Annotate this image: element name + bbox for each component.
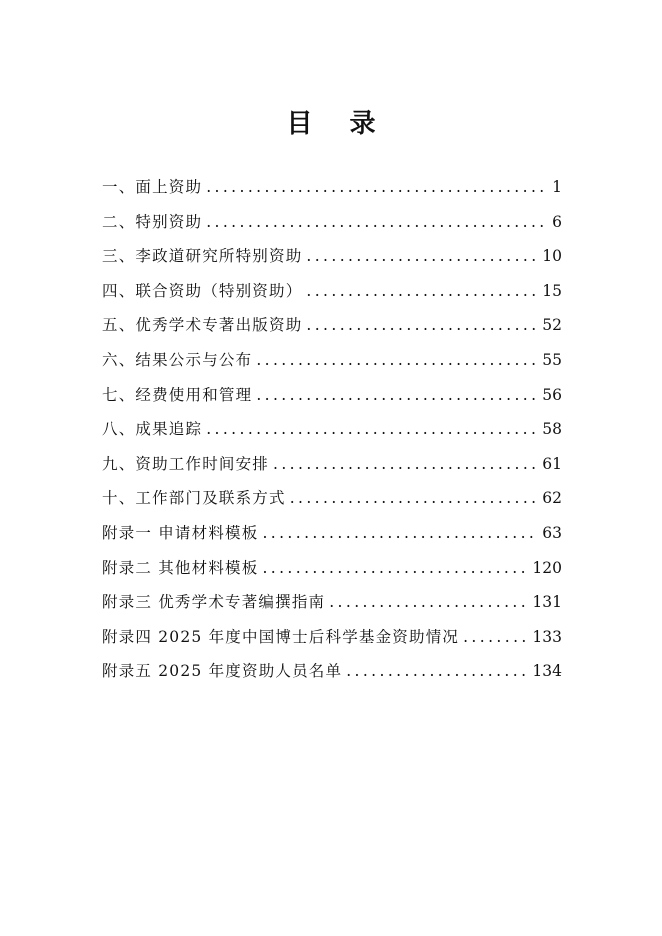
dot-leader [306, 274, 538, 309]
table-of-contents [102, 170, 562, 689]
toc-entry-3 [102, 239, 562, 274]
toc-entry-11 [102, 516, 562, 551]
dot-leader [290, 481, 539, 516]
toc-entry-label: 八、成果追踪 [102, 420, 203, 439]
toc-entry-13 [102, 585, 562, 620]
toc-entry-label: 附录二 其他材料模板 [102, 558, 259, 577]
toc-entry-label: 十、工作部门及联系方式 [102, 489, 286, 508]
toc-entry-label: 九、资助工作时间安排 [102, 454, 270, 473]
toc-entry-page: 6 [552, 212, 562, 231]
dot-leader [346, 654, 528, 689]
toc-entry-page: 120 [532, 558, 562, 577]
toc-entry-page: 134 [532, 662, 562, 681]
toc-entry-label: 七、经费使用和管理 [102, 385, 253, 404]
toc-entry-page: 133 [532, 627, 562, 646]
toc-entry-page: 55 [542, 350, 562, 369]
toc-entry-label: 附录四 2025 年度中国博士后科学基金资助情况 [102, 627, 460, 646]
dot-leader [329, 585, 528, 620]
toc-entry-14 [102, 620, 562, 655]
toc-entry-page: 61 [542, 454, 562, 473]
dot-leader [273, 447, 538, 482]
toc-entry-label: 四、联合资助（特别资助） [102, 281, 303, 300]
toc-entry-label: 三、李政道研究所特别资助 [102, 247, 303, 266]
toc-entry-label: 附录一 申请材料模板 [102, 523, 259, 542]
toc-entry-1 [102, 170, 562, 205]
dot-leader [306, 239, 538, 274]
dot-leader [256, 343, 538, 378]
toc-entry-4 [102, 274, 562, 309]
dot-leader [256, 378, 538, 413]
toc-entry-5 [102, 308, 562, 343]
toc-entry-7 [102, 378, 562, 413]
toc-entry-page: 1 [552, 178, 562, 196]
toc-entry-page: 62 [542, 489, 562, 508]
toc-entry-page: 15 [542, 281, 562, 300]
toc-entry-label: 五、优秀学术专著出版资助 [102, 316, 303, 335]
toc-entry-page: 58 [542, 420, 562, 439]
dot-leader [206, 205, 548, 240]
toc-entry-label: 附录三 优秀学术专著编撰指南 [102, 593, 326, 612]
toc-entry-15 [102, 654, 562, 689]
dot-leader [262, 551, 528, 586]
toc-entry-8 [102, 412, 562, 447]
toc-entry-page: 56 [542, 385, 562, 404]
toc-entry-10 [102, 481, 562, 516]
toc-entry-12 [102, 551, 562, 586]
dot-leader [206, 412, 538, 447]
toc-entry-label: 一、面上资助 [102, 178, 203, 196]
toc-entry-page: 52 [542, 316, 562, 335]
toc-entry-label: 二、特别资助 [102, 212, 203, 231]
dot-leader [262, 516, 538, 551]
toc-entry-page: 131 [532, 593, 562, 612]
toc-entry-6 [102, 343, 562, 378]
page-title: 目 录 [286, 109, 390, 139]
toc-entry-2 [102, 205, 562, 240]
toc-entry-label: 六、结果公示与公布 [102, 350, 253, 369]
dot-leader [306, 308, 538, 343]
toc-entry-label: 附录五 2025 年度资助人员名单 [102, 662, 343, 681]
toc-entry-9 [102, 447, 562, 482]
dot-leader [463, 620, 528, 655]
toc-entry-page: 10 [542, 247, 562, 266]
toc-entry-page: 63 [542, 523, 562, 542]
dot-leader [206, 170, 548, 205]
